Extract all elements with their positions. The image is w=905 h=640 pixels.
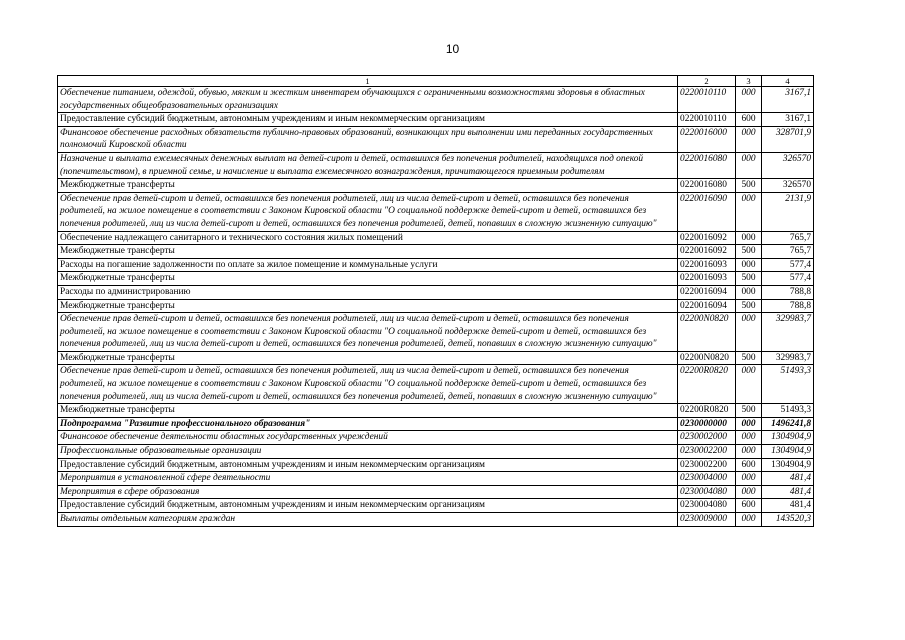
row-type-cell: 000: [736, 431, 762, 445]
row-code-cell: 0230004080: [678, 499, 736, 513]
row-name-cell: Мероприятия в сфере образования: [58, 485, 678, 499]
row-code-cell: 0230004080: [678, 485, 736, 499]
row-sum-cell: 3167,1: [762, 87, 814, 113]
row-type-cell: 500: [736, 299, 762, 313]
row-type-cell: 500: [736, 245, 762, 259]
row-code-cell: 0230000000: [678, 417, 736, 431]
row-name-cell: Предоставление субсидий бюджетным, автономным учреждениям и иным некоммерческим организациям: [58, 499, 678, 513]
row-type-cell: 000: [736, 472, 762, 486]
row-type-cell: 000: [736, 258, 762, 272]
row-type-cell: 500: [736, 404, 762, 418]
table-row: [58, 472, 814, 486]
row-sum-cell: 1304904,9: [762, 431, 814, 445]
header-cell: 3: [736, 76, 762, 87]
row-code-cell: 0220016094: [678, 285, 736, 299]
row-name-cell: Обеспечение питанием, одеждой, обувью, мягким и жестким инвентарем обучающихся с ограниченными возможностями здоровья в областных государственных общеобразовательных организациях: [58, 87, 678, 113]
row-code-cell: 0230004000: [678, 472, 736, 486]
row-code-cell: 0220016092: [678, 231, 736, 245]
row-name-cell: Межбюджетные трансферты: [58, 404, 678, 418]
row-sum-cell: 326570: [762, 152, 814, 178]
row-sum-cell: 577,4: [762, 258, 814, 272]
row-type-cell: 500: [736, 272, 762, 286]
table-row: [58, 231, 814, 245]
row-code-cell: 02200N0820: [678, 313, 736, 352]
row-type-cell: 000: [736, 152, 762, 178]
row-name-cell: Межбюджетные трансферты: [58, 299, 678, 313]
row-type-cell: 000: [736, 285, 762, 299]
row-sum-cell: 2131,9: [762, 192, 814, 231]
row-name-cell: Обеспечение прав детей-сирот и детей, оставшихся без попечения родителей, лиц из числа детей-сирот и детей, оставшихся без попечения родителей, на жилое помещение в соответствии с Законом Кировской области "О социальной поддержке детей-сирот и детей, оставшихся без попечения родителей, лиц из числа детей-сирот и детей, оставшихся без попечения родителей, детей, попавших в сложную жизненную ситуацию": [58, 192, 678, 231]
table-row: [58, 485, 814, 499]
row-sum-cell: 51493,3: [762, 365, 814, 404]
row-name-cell: Выплаты отдельным категориям граждан: [58, 513, 678, 527]
table-header-row: [58, 76, 814, 87]
header-cell: 4: [762, 76, 814, 87]
row-type-cell: 000: [736, 87, 762, 113]
row-code-cell: 0220010110: [678, 113, 736, 127]
table-row: [58, 458, 814, 472]
row-name-cell: Межбюджетные трансферты: [58, 245, 678, 259]
row-code-cell: 0220016090: [678, 192, 736, 231]
table-row: [58, 179, 814, 193]
row-type-cell: 600: [736, 458, 762, 472]
row-type-cell: 600: [736, 499, 762, 513]
row-code-cell: 0230009000: [678, 513, 736, 527]
table-row: [58, 258, 814, 272]
row-name-cell: Расходы по администрированию: [58, 285, 678, 299]
row-name-cell: Межбюджетные трансферты: [58, 351, 678, 365]
row-sum-cell: 577,4: [762, 272, 814, 286]
row-code-cell: 0220016080: [678, 179, 736, 193]
table-row: [58, 152, 814, 178]
row-type-cell: 000: [736, 417, 762, 431]
table-row: [58, 365, 814, 404]
row-code-cell: 02200R0820: [678, 404, 736, 418]
row-name-cell: Межбюджетные трансферты: [58, 179, 678, 193]
row-type-cell: 500: [736, 179, 762, 193]
row-name-cell: Мероприятия в установленной сфере деятельности: [58, 472, 678, 486]
row-sum-cell: 481,4: [762, 499, 814, 513]
row-code-cell: 0230002200: [678, 458, 736, 472]
table-row: [58, 417, 814, 431]
table-row: [58, 192, 814, 231]
row-sum-cell: 328701,9: [762, 126, 814, 152]
row-name-cell: Подпрограмма "Развитие профессионального образования": [58, 417, 678, 431]
row-sum-cell: 1496241,8: [762, 417, 814, 431]
row-code-cell: 0220016080: [678, 152, 736, 178]
table-row: [58, 404, 814, 418]
table-row: [58, 313, 814, 352]
row-sum-cell: 329983,7: [762, 313, 814, 352]
row-type-cell: 500: [736, 351, 762, 365]
row-name-cell: Назначение и выплата ежемесячных денежных выплат на детей-сирот и детей, оставшихся без попечения родителей, находящихся под опекой (попечительством), в приемной семье, и начисление и выплата ежемесячного вознаграждения, причитающегося приемным родителям: [58, 152, 678, 178]
row-name-cell: Профессиональные образовательные организации: [58, 445, 678, 459]
table-row: [58, 285, 814, 299]
row-sum-cell: 1304904,9: [762, 445, 814, 459]
row-code-cell: 0220016094: [678, 299, 736, 313]
table-row: [58, 299, 814, 313]
row-type-cell: 000: [736, 231, 762, 245]
table-row: [58, 499, 814, 513]
row-name-cell: Финансовое обеспечение деятельности областных государственных учреждений: [58, 431, 678, 445]
table-row: [58, 87, 814, 113]
header-cell: 1: [58, 76, 678, 87]
row-sum-cell: 1304904,9: [762, 458, 814, 472]
row-name-cell: Обеспечение прав детей-сирот и детей, оставшихся без попечения родителей, лиц из числа детей-сирот и детей, оставшихся без попечения родителей, на жилое помещение в соответствии с Законом Кировской области "О социальной поддержке детей-сирот и детей, оставшихся без попечения родителей, лиц из числа детей-сирот и детей, оставшихся без попечения родителей, детей, попавших в сложную жизненную ситуацию": [58, 365, 678, 404]
table-row: [58, 351, 814, 365]
row-sum-cell: 51493,3: [762, 404, 814, 418]
row-sum-cell: 788,8: [762, 285, 814, 299]
row-type-cell: 000: [736, 445, 762, 459]
row-sum-cell: 329983,7: [762, 351, 814, 365]
row-name-cell: Обеспечение надлежащего санитарного и технического состояния жилых помещений: [58, 231, 678, 245]
row-type-cell: 000: [736, 513, 762, 527]
row-sum-cell: 765,7: [762, 245, 814, 259]
row-sum-cell: 481,4: [762, 485, 814, 499]
row-type-cell: 000: [736, 192, 762, 231]
header-cell: 2: [678, 76, 736, 87]
row-code-cell: 0220016092: [678, 245, 736, 259]
row-code-cell: 0220016093: [678, 258, 736, 272]
row-type-cell: 000: [736, 485, 762, 499]
row-sum-cell: 788,8: [762, 299, 814, 313]
row-code-cell: 0230002200: [678, 445, 736, 459]
row-code-cell: 0220010110: [678, 87, 736, 113]
table-row: [58, 113, 814, 127]
row-name-cell: Расходы на погашение задолженности по оплате за жилое помещение и коммунальные услуги: [58, 258, 678, 272]
table-row: [58, 445, 814, 459]
row-name-cell: Финансовое обеспечение расходных обязательств публично-правовых образований, возникающих при выполнении ими переданных государственных полномочий Кировской области: [58, 126, 678, 152]
row-name-cell: Обеспечение прав детей-сирот и детей, оставшихся без попечения родителей, лиц из числа детей-сирот и детей, оставшихся без попечения родителей, на жилое помещение в соответствии с Законом Кировской области "О социальной поддержке детей-сирот и детей, оставшихся без попечения родителей, лиц из числа детей-сирот и детей, оставшихся без попечения родителей, детей, попавших в сложную жизненную ситуацию": [58, 313, 678, 352]
row-type-cell: 600: [736, 113, 762, 127]
row-name-cell: Межбюджетные трансферты: [58, 272, 678, 286]
row-code-cell: 0230002000: [678, 431, 736, 445]
table-row: [58, 431, 814, 445]
row-code-cell: 0220016093: [678, 272, 736, 286]
table-row: [58, 126, 814, 152]
table-row: [58, 513, 814, 527]
row-code-cell: 02200R0820: [678, 365, 736, 404]
row-type-cell: 000: [736, 126, 762, 152]
row-sum-cell: 481,4: [762, 472, 814, 486]
row-type-cell: 000: [736, 313, 762, 352]
row-sum-cell: 765,7: [762, 231, 814, 245]
row-name-cell: Предоставление субсидий бюджетным, автономным учреждениям и иным некоммерческим организациям: [58, 113, 678, 127]
row-sum-cell: 143520,3: [762, 513, 814, 527]
page-number: 10: [445, 42, 460, 56]
row-sum-cell: 3167,1: [762, 113, 814, 127]
table-row: [58, 272, 814, 286]
row-name-cell: Предоставление субсидий бюджетным, автономным учреждениям и иным некоммерческим организациям: [58, 458, 678, 472]
row-type-cell: 000: [736, 365, 762, 404]
row-code-cell: 02200N0820: [678, 351, 736, 365]
row-sum-cell: 326570: [762, 179, 814, 193]
budget-table: [57, 75, 814, 527]
row-code-cell: 0220016000: [678, 126, 736, 152]
table-row: [58, 245, 814, 259]
